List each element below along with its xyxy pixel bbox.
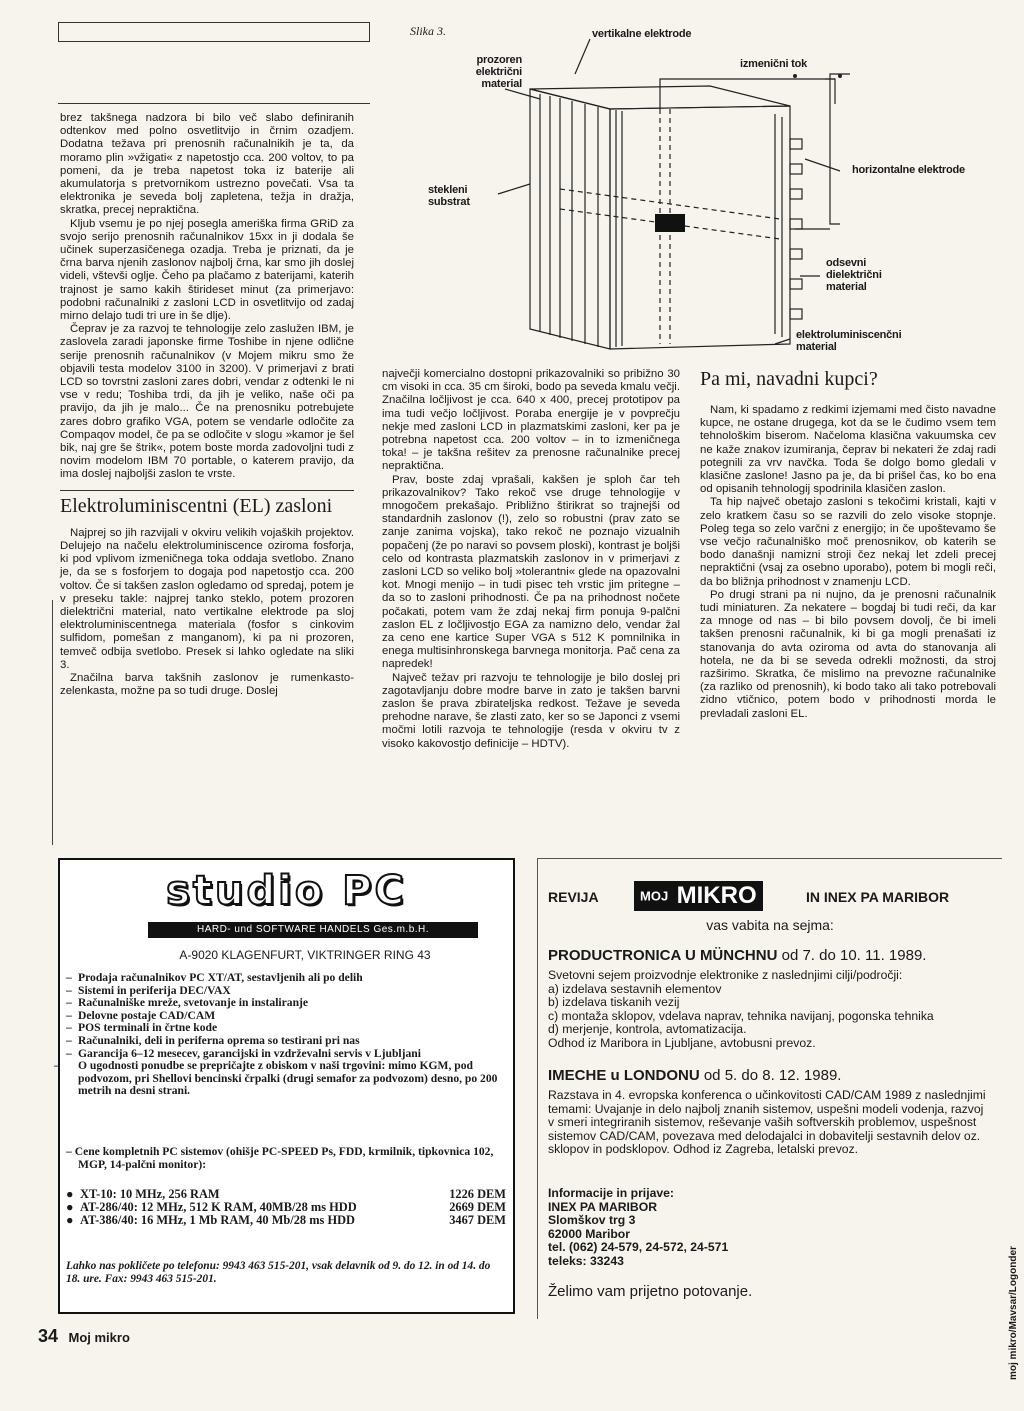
figure-pixel-block <box>655 214 685 232</box>
ad-revija <box>537 858 1002 1319</box>
col1-paragraph-2: Kljub vsemu je po njej posegla ameriška firma GRiD za svojo serijo prenosnih računalnikov 15xx in ji dodala še učinek superzasičenega ozadja. Treba je priznati, da je črna barva njenih zaslonov najbolj črna, kar smo jih doslej videli, vštevši oglje. Čeho pa plačamo z baterijami, katerih trajnost je samo kakih štirideset minut (za primerjavo: podobni računalniki z zasloni LCD in osvetlitvijo od zadaj mirno delajo tudi tri ure in še dlje). <box>60 217 354 323</box>
col3-paragraph-3: Po drugi strani pa ni nujno, da je prenosni računalnik tudi miniaturen. Za nekatere – bogdaj bi tudi reči, da kar za mnoge od nas – bi bilo povsem dovolj, če bi imeli takšen prenosni računalnik, ki bi ga mogli prenašati iz stanovanja do avta oziroma od avta do stanovanja ali hotela, ne da bi se seveda odrekli možnosti, da stroj razširimo. Skratka, če mislimo na prevozne računalnike (za razliko od prenosnih), ki bodo tako ali tako potrebovali zidno vtičnico, potem bodo v prihodnosti morda le prevladali zasloni EL. <box>700 588 996 720</box>
service-item: – Računalniške mreže, svetovanje in instaliranje <box>66 996 309 1010</box>
studio-logo: studio PC <box>166 868 407 914</box>
side-credit: moj mikro/Mavsar/Logonder <box>1008 1246 1019 1380</box>
col1-paragraph-3: Čeprav je za razvoj te tehnologije zelo zaslužen IBM, je zaslovela zaradi japonske firme Toshibe in njene odlične serije prenosnih računalnikov (v Mojem mikru smo že objavili testa modelov 3100 in 3200). V primerjavi z brati LCD so tovrstni zasloni zares dobri, vendar z odtenki le ni vse v redu; Toshiba trdi, da jih je veliko, naše oči pa pravijo, da jih je malo... Če na prenosniku potrebujete zares dobro grafiko VGA, potem se vendarle odločite za Compaqov model, če pa se odločite v slogu »kamor je šel bik, naj gre še štrik«, potem boste morda zadovoljni tudi z novim modelom IBM 70 portable, o katerem pravijo, da ima doslej najboljši zaslon te vrste. <box>60 323 354 481</box>
label-vertical-electrodes: vertikalne elektrode <box>592 28 692 40</box>
service-item: – Sistemi in periferija DEC/VAX <box>66 983 231 997</box>
service-item: – Prodaja računalnikov PC XT/AT, sestavljenih ali po delih <box>66 971 363 984</box>
col2-paragraph-3: Največ težav pri razvoju te tehnologije je bilo doslej pri zagotavljanju dobre modre barve in zato je takšen barvni zaslon še prava zbirateljska redkost. Težave je seveda prehodne narave, še zlasti zato, ker so se Japonci z vsemi močmi lotili razvoja te tehnologije (resda v okviru tv z visoko kakovostjo definicije – HDTV). <box>382 671 680 750</box>
studio-systems-table <box>66 1188 506 1227</box>
service-item: – Garancija 6–12 mesecev, garancijski in vzdrževalni servis v Ljubljani <box>66 1046 421 1060</box>
col3-paragraph-2: Ta hip največ obetajo zasloni s tekočimi kristali, kajti v zelo kratkem času so se razvili do zelo visoke stopnje. Poleg tega so zelo varčni z energijo; in če upoštevamo še vse večjo računalniško moč prenosnikov, ob katerih se bodo današnji namizni stroji čez nekaj let zdeli precej nepraktični (vsaj za osebno uporabo), potem bi mogli reči, da bo bližnja prihodnost v znamenju LCD. <box>700 496 996 588</box>
ad-studio-pc <box>54 858 515 1314</box>
page-number: 34 <box>38 1326 59 1346</box>
col1-left-rule <box>52 600 53 845</box>
column-2 <box>382 368 680 751</box>
closing-line: Želimo vam prijetno potovanje. <box>548 1283 753 1300</box>
label-substrate: stekleni substrat <box>428 184 470 208</box>
studio-address: A-9020 KLAGENFURT, VIKTRINGER RING 43 <box>179 948 431 962</box>
fair2-heading: IMECHE u LONDONU od 5. do 8. 12. 1989. <box>548 1067 842 1084</box>
service-item: – O ugodnosti ponudbe se prepričajte z obiskom v naši trgovini: mimo KGM, pod podvozom, pri Shellovi bencinski črpalki (drugi semafor za podvozom) desno, po 200 metrih na desni strani. <box>54 1059 498 1098</box>
revija-header <box>548 881 998 911</box>
fair1-heading: PRODUCTRONICA U MÜNCHNU od 7. do 10. 11. 1989. <box>548 947 927 964</box>
fair1-body: Svetovni sejem proizvodnje elektronike z naslednjimi cilji/področji: a) izdelava sestavnih elementov b) izdelava tiskanih vezij c) montaža sklopov, vdelava naprav, tehnika navijanj, pogonska tehnika d) merjenje, kontrola, avtomatizacija. Odhod iz Maribora in Ljubljane, avtobusni prevoz. <box>548 968 934 1050</box>
service-item: – POS terminali in črtne kode <box>66 1021 218 1035</box>
col3-paragraph-1: Nam, ki spadamo z redkimi izjemami med čisto navadne kupce, ne ostane drugega, kot da se le čudimo vsem tem tehnološkim biserom. Načeloma klasična vakuumska cev ne kaže znakov izumiranja, čeprav bi nekateri že zdaj radi potegnili za vrv navčka. Toda še dolgo bomo gledali v klasične zaslone! Jasno pa je, da bi prišel čas, ko bo ena od opisanih tehnologij spodrinila klasičen zaslon. <box>700 404 996 496</box>
col2-paragraph-1: največji komercialno dostopni prikazovalniki so pribižno 30 cm visoki in cca. 35 cm široki, bodo pa seveda kmalu večji. Značilna ločljivost je cca. 640 x 400, precej prototipov pa ima tudi večjo ločljivost. Poraba energije je v povprečju nekje med zasloni LCD in plazmatskimi zasloni, ker pa je potrebna napetost cca. 200 voltov – in to izmeničnega toka! – je takšna rešitev za prenosne računalnike precej nepraktična. <box>382 368 680 473</box>
label-el-material: elektroluminiscenčni material <box>796 329 902 353</box>
col3-heading: Pa mi, navadni kupci? <box>700 368 878 390</box>
col1-rule <box>60 490 354 491</box>
contact-block: Informacije in prijave: INEX PA MARIBOR Slomškov trg 3 62000 Maribor tel. (062) 24-579, 24-572, 24-571 teleks: 33243 <box>548 1186 729 1268</box>
column-1 <box>60 112 354 698</box>
logo-mikro: MIKRO <box>676 882 757 909</box>
studio-subtitle: HARD- und SOFTWARE HANDELS Ges.m.b.H. <box>148 922 478 938</box>
figure-caption: Slika 3. <box>410 24 446 38</box>
magazine-name: Moj mikro <box>68 1330 130 1345</box>
el-paragraph-2: Značilna barva takšnih zaslonov je rumenkasto-zelenkasta, možne pa so tudi druge. Doslej <box>60 671 354 698</box>
col1-paragraph-1: brez takšnega nadzora bi bilo več slabo definiranih odtenkov med polno osvetlitvijo in črnim ozadjem. Dodatna težava pri prenosnih računalnikih je ta, da moramo plin »vžigati« z napetostjo cca. 200 voltov, to pa pomeni, da je treba napetost toka iz baterije ali akumulatorja s pretvornikom ustrezno povečati. Vsa ta elektronika je seveda bolj zapletena, težja in dražja, skratka, precej nepraktična. <box>60 112 354 217</box>
el-paragraph-1: Najprej so jih razvijali v okviru velikih vojaških projektov. Delujejo na načelu elektroluminiscence oziroma fosforja, ki pod vplivom izmeničnega toka oddaja svetlobo. Znano je, da se s fosforjem to dogaja pod napetostjo cca. 200 voltov. Če si takšen zaslon ogledamo od spredaj, potem je v preseku takle: najprej tanko steklo, potem prozoren dielektrični material, nato vertikalne elektrode pa sloj elektroluminiscentnega materiala (fosfor s cinkovim sulfidom, pomešan z manganom), ki pa ni prozoren, temveč odbija svetlobo. Presek si lahko ogledate na sliki 3. <box>60 526 354 671</box>
revija-logo <box>634 881 763 911</box>
service-item: – Računalniki, deli in periferna oprema so testirani pri nas <box>66 1033 360 1047</box>
system-row: ● AT-386/40: 16 MHz, 1 Mb RAM, 40 Mb/28 ms HDD 3467 DEM <box>66 1213 506 1227</box>
label-dielectric: odsevni dielektrični material <box>826 257 882 293</box>
service-item: – Delovne postaje CAD/CAM <box>66 1008 216 1022</box>
revija-post: IN INEX PA MARIBOR <box>806 889 950 905</box>
figure-3 <box>380 14 1020 370</box>
top-rule <box>58 103 370 104</box>
column-3 <box>700 368 996 721</box>
label-window-material: prozoren električni material <box>475 54 522 90</box>
studio-price-intro: – Cene kompletnih PC sistemov (ohišje PC-SPEED Ps, FDD, krmilnik, tipkovnica 102, MGP, 14-palčni monitor): <box>66 1145 494 1171</box>
logo-moj: MOJ <box>640 888 669 904</box>
el-heading: Elektroluminiscentni (EL) zasloni <box>60 494 333 517</box>
system-row: ● AT-286/40: 12 MHz, 512 K RAM, 40MB/28 ms HDD 2669 DEM <box>66 1200 506 1214</box>
revija-pre: REVIJA <box>548 889 599 905</box>
system-row: ● XT-10: 10 MHz, 256 RAM 1226 DEM <box>66 1187 506 1201</box>
label-horizontal-electrodes: horizontalne elektrode <box>852 164 965 176</box>
revija-sub: vas vabita na sejma: <box>706 917 834 933</box>
studio-services <box>54 971 506 1098</box>
fair2-body: Razstava in 4. evropska konferenca o učinkovitosti CAD/CAM 1989 z naslednjimi temami: Uvajanje in delo najbolj znanih sistemov, uspešni modeli vodenja, razvoj v smeri integriranih sistemov, reševanje vaših softverskih problemov, uspešnost sistemov CAD/CAM, povezava med delodajalci in dobavitelji sestavnih delov oz. sklopov in podsklopov. Odhod iz Zagreba, letalski prevoz. <box>548 1088 986 1157</box>
label-ac: izmenični tok <box>740 58 808 70</box>
top-empty-box <box>58 22 370 42</box>
col2-paragraph-2: Prav, boste zdaj vprašali, kakšen je sploh čar teh prikazovalnikov? Tako rekoč vse druge tehnologije v mnogočem prekašajo. Približno štirikrat so trajnejši od standardnih zaslonov (!), zelo so robustni (prav zato se zanje zanima vojska), tako rekoč ne poznajo vizualnih popačenj (že po naravi so povsem ploski), kontrast je boljši celo od kontrasta plazmatskih zaslonov in v primerjavi z zasloni LCD so veliko bolj »tolerantni« glede na opazovalni kot. Mnogi menijo – in tudi pisec teh vrstic jim pritegne – da so to zasloni prihodnosti. Če pa na prihodnost nočete počakati, potem vam že zdaj nekaj firm ponuja 9-palčni zaslon EL z ločljivostjo EGA za namizno delo, vendar žal za ceno ene kartice Super VGA s 512 K pomnilnika in enega multisinhronskega barvnega monitorja. Pač cena za napredek! <box>382 473 680 671</box>
studio-footer: Lahko nas pokličete po telefonu: 9943 463 515-201, vsak delavnik od 9. do 12. in od 14. do 18. ure. Fax: 9943 463 515-201. <box>66 1260 491 1285</box>
page-footer <box>38 1326 130 1347</box>
